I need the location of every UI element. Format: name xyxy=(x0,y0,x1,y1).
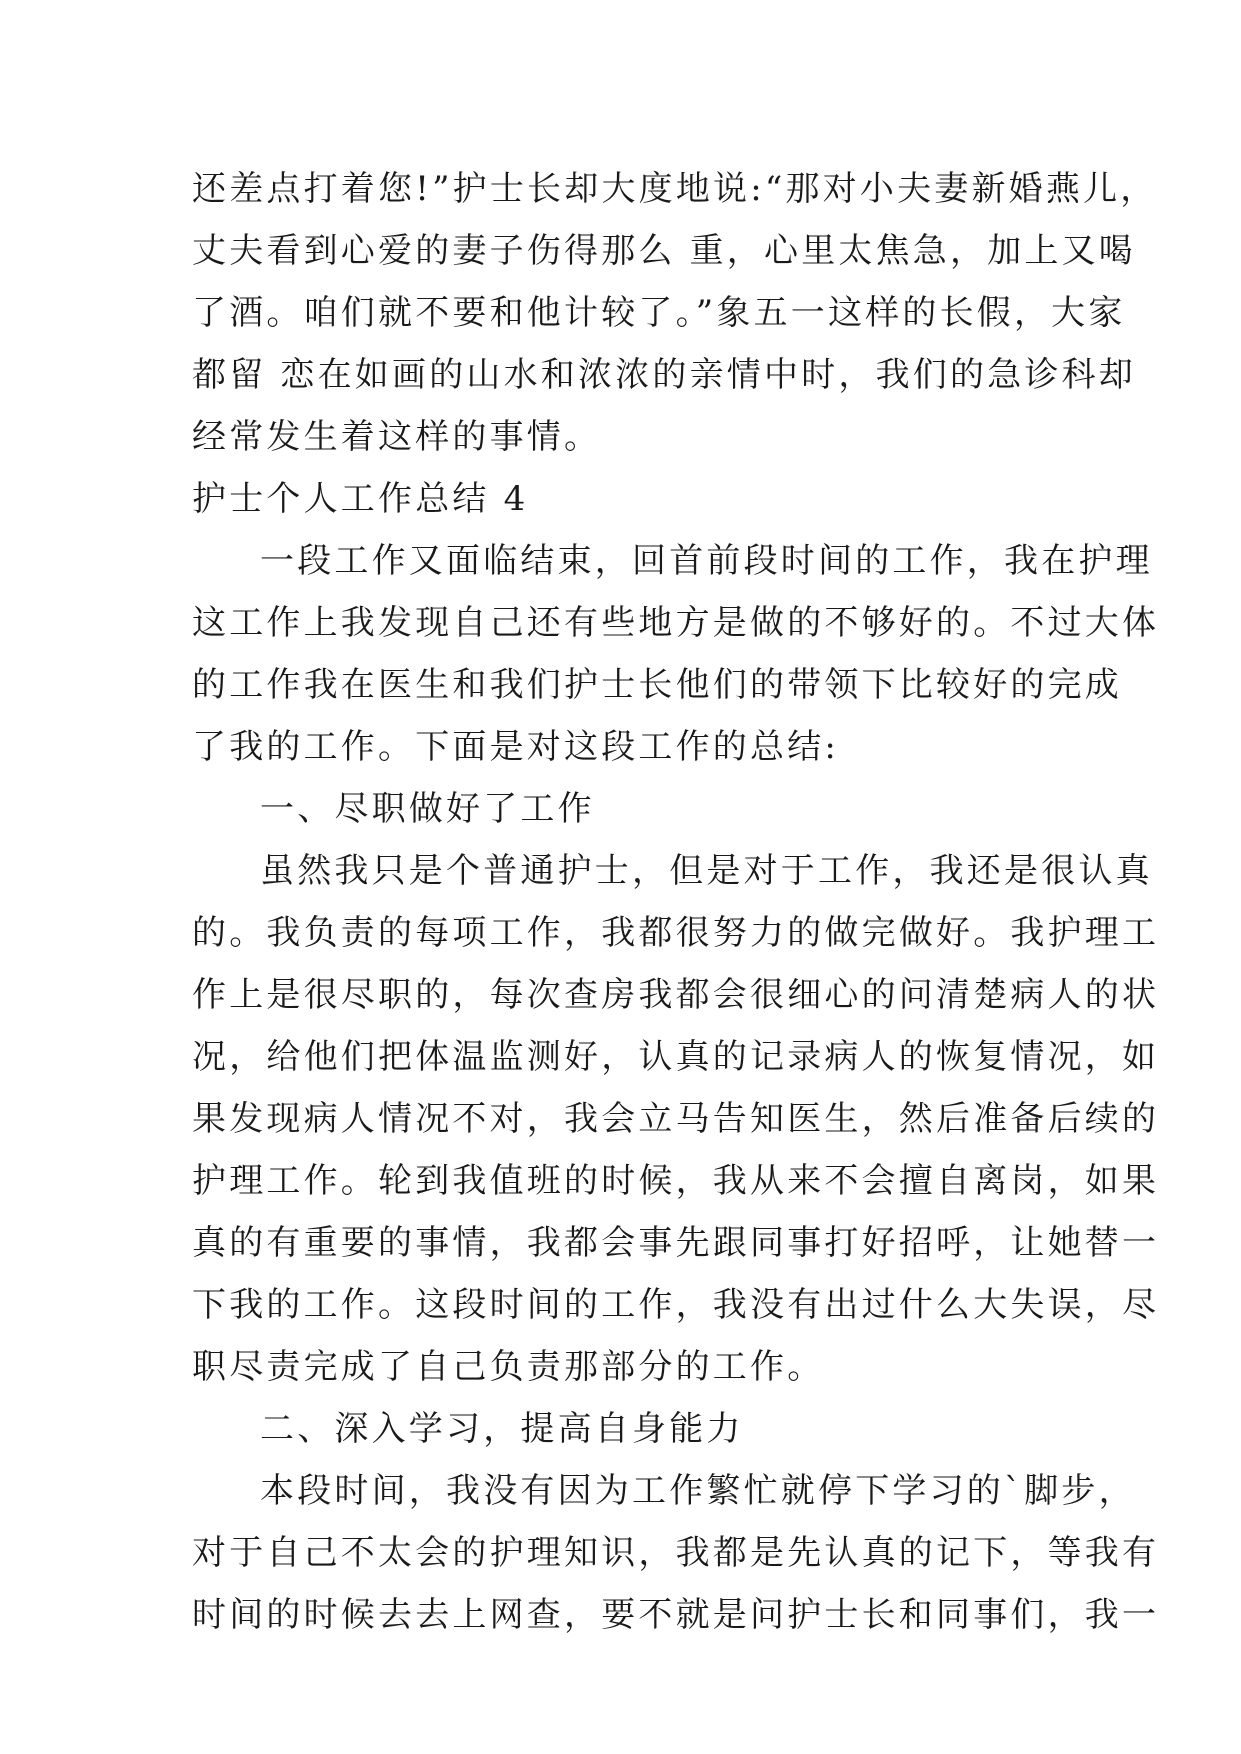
text-line: 作上是很尽职的，每次查房我都会很细心的问清楚病人的状 xyxy=(192,975,1160,1015)
text-line: 丈夫看到心爱的妻子伤得那么 重，心里太焦急，加上又喝 xyxy=(192,231,1137,271)
text-line: 时间的时候去去上网查，要不就是问护士长和同事们，我一 xyxy=(192,1595,1160,1635)
text-line: 真的有重要的事情，我都会事先跟同事打好招呼，让她替一 xyxy=(192,1223,1160,1263)
text-line: 护理工作。轮到我值班的时候，我从来不会擅自离岗，如果 xyxy=(192,1161,1160,1201)
paragraph-first-line: 本段时间，我没有因为工作繁忙就停下学习的`脚步， xyxy=(260,1471,1136,1511)
subheading: 二、深入学习，提高自身能力 xyxy=(260,1409,744,1449)
document-page xyxy=(192,158,1160,1646)
paragraph-first-line: 虽然我只是个普通护士，但是对于工作，我还是很认真 xyxy=(260,851,1153,891)
subheading: 一、尽职做好了工作 xyxy=(260,789,595,829)
text-line: 的工作我在医生和我们护士长他们的带领下比较好的完成 xyxy=(192,665,1122,705)
text-line: 的。我负责的每项工作，我都很努力的做完做好。我护理工 xyxy=(192,913,1160,953)
text-line: 果发现病人情况不对，我会立马告知医生，然后准备后续的 xyxy=(192,1099,1160,1139)
paragraph-first-line: 一段工作又面临结束，回首前段时间的工作，我在护理 xyxy=(260,541,1153,581)
text-line: 还差点打着您!”护士长却大度地说:“那对小夫妻新婚燕儿， xyxy=(192,169,1158,209)
text-line: 对于自己不太会的护理知识，我都是先认真的记下，等我有 xyxy=(192,1533,1160,1573)
text-line: 了我的工作。下面是对这段工作的总结: xyxy=(192,727,840,767)
text-line: 经常发生着这样的事情。 xyxy=(192,417,602,457)
text-line: 下我的工作。这段时间的工作，我没有出过什么大失误，尽 xyxy=(192,1285,1160,1325)
text-line: 职尽责完成了自己负责那部分的工作。 xyxy=(192,1347,825,1387)
text-line: 都留 恋在如画的山水和浓浓的亲情中时，我们的急诊科却 xyxy=(192,355,1137,395)
text-line: 了酒。咱们就不要和他计较了。”象五一这样的长假，大家 xyxy=(192,293,1126,333)
section-heading: 护士个人工作总结 4 xyxy=(192,479,529,519)
text-line: 这工作上我发现自己还有些地方是做的不够好的。不过大体 xyxy=(192,603,1160,643)
text-line: 况，给他们把体温监测好，认真的记录病人的恢复情况，如 xyxy=(192,1037,1160,1077)
